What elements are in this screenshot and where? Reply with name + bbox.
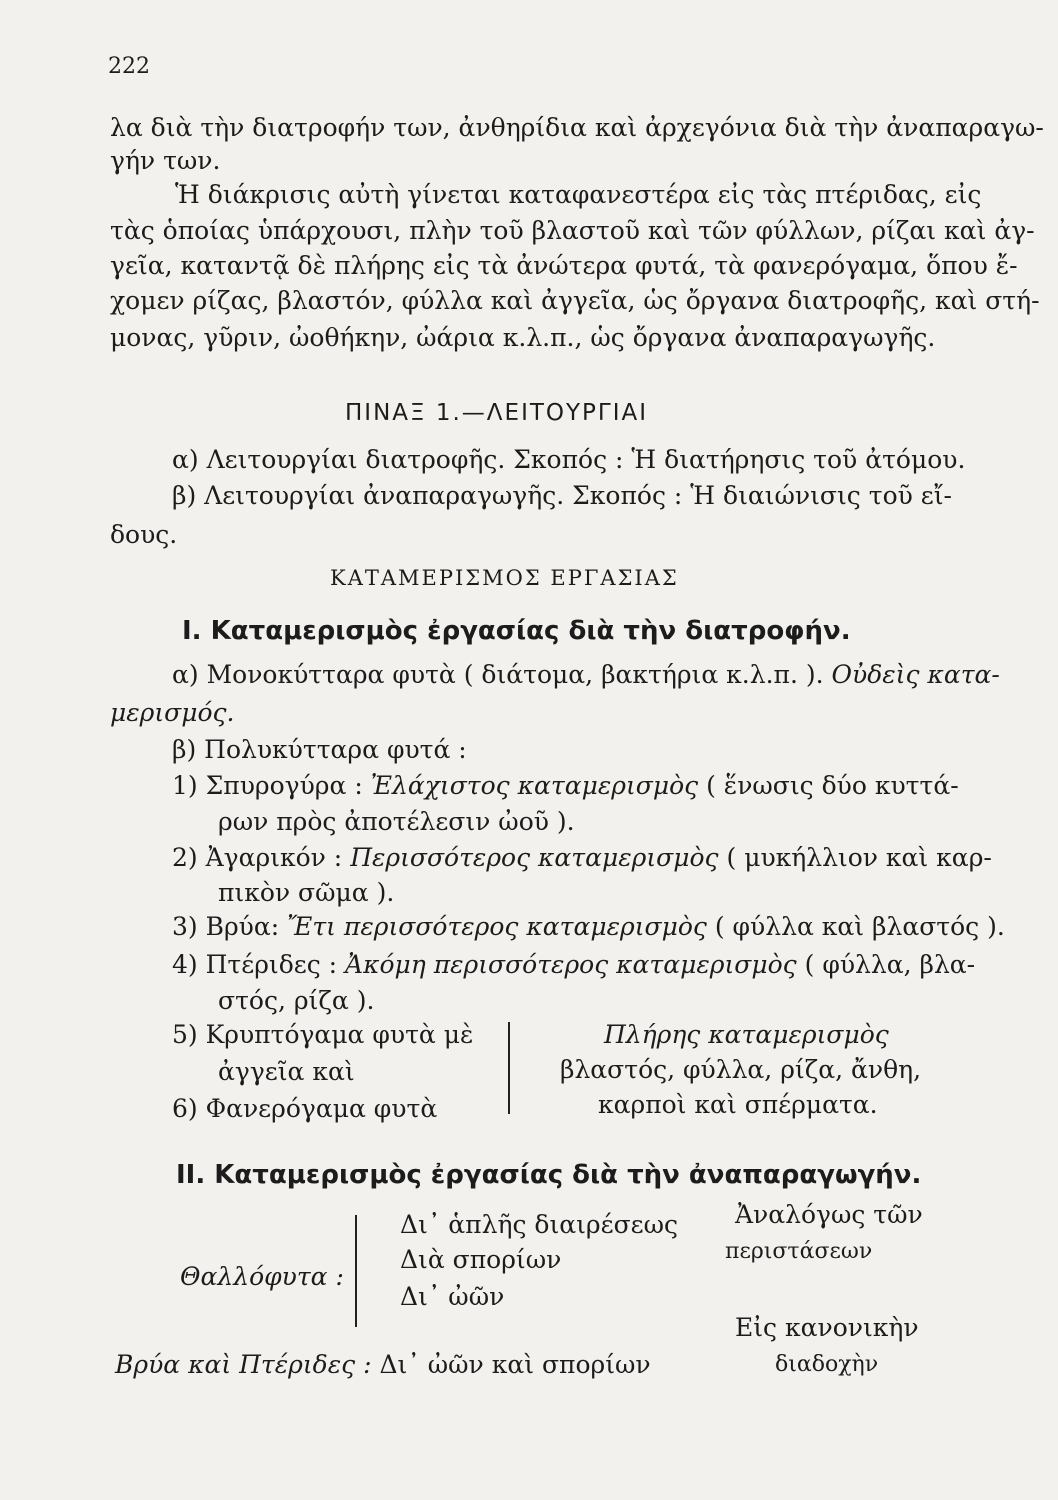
- pterides-italic: Ἀκόμη περισσότερος καταμερισμὸς: [345, 950, 797, 979]
- division-title: ΚΑΤΑΜΕΡΙΣΜΟΣ ΕΡΓΑΣΙΑΣ: [330, 566, 679, 590]
- function-reproduction: β) Λειτουργίαι ἀναπαραγωγῆς. Σκοπός : Ἡ διαιώνισις τοῦ εἴ-: [172, 481, 952, 510]
- page-number: 222: [108, 54, 150, 79]
- section2-heading: II. Καταμερισμὸς ἐργασίας διὰ τὴν ἀναπαραγωγήν.: [176, 1160, 922, 1190]
- regular-line2: διαδοχὴν: [775, 1352, 879, 1377]
- item-pterides: [172, 950, 975, 980]
- item-multicellular: β) Πολυκύτταρα φυτά :: [172, 735, 467, 764]
- item-unicellular: [172, 660, 1000, 690]
- full-division-organs: βλαστός, φύλλα, ρίζα, ἄνθη,: [560, 1055, 922, 1084]
- thallophyta-label: Θαλλόφυτα :: [180, 1262, 344, 1291]
- bryo-pterides-italic: Βρύα καὶ Πτέριδες :: [115, 1350, 372, 1379]
- unicellular-italic: Οὐδεὶς κατα-: [831, 660, 1000, 689]
- item-cryptogams: 5) Κρυπτόγαμα φυτὰ μὲ: [172, 1020, 474, 1049]
- circumstances-line2: περιστάσεων: [725, 1239, 873, 1264]
- text-line: Ἡ διάκρισις αὐτὴ γίνεται καταφανεστέρα εἰς τὰς πτέριδας, εἰς: [175, 180, 982, 209]
- agaricon-cont: πικὸν σῶμα ).: [218, 878, 395, 907]
- text-line: μονας, γῦριν, ὠοθήκην, ὠάρια κ.λ.π., ὡς ὄργανα ἀναπαραγωγῆς.: [110, 323, 936, 352]
- text-line: γεῖα, καταντᾷ δὲ πλήρης εἰς τὰ ἀνώτερα φυτά, τὰ φανερόγαμα, ὅπου ἔ-: [110, 251, 1018, 280]
- pterides-rest: ( φύλλα, βλα-: [796, 950, 976, 979]
- agaricon-rest: ( μυκήλλιον καὶ καρ-: [718, 843, 992, 872]
- function-nutrition: α) Λειτουργίαι διατροφῆς. Σκοπός : Ἡ διατήρησις τοῦ ἀτόμου.: [172, 445, 966, 474]
- cryptogams-cont: ἀγγεῖα καὶ: [218, 1057, 355, 1086]
- spirogyra-label: 1) Σπυρογύρα :: [172, 771, 371, 800]
- bryo-pterides-line: [115, 1350, 651, 1380]
- full-division-fruits: καρποὶ καὶ σπέρματα.: [598, 1090, 878, 1119]
- text-line: τὰς ὁποίας ὑπάρχουσι, πλὴν τοῦ βλαστοῦ καὶ τῶν φύλλων, ρίζαι καὶ ἀγ-: [110, 216, 1035, 245]
- regular-line1: Εἰς κανονικὴν: [735, 1313, 919, 1342]
- item-phanerogams: 6) Φανερόγαμα φυτὰ: [172, 1094, 438, 1123]
- bryo-pterides-rest: Δι᾽ ὠῶν καὶ σπορίων: [379, 1350, 651, 1379]
- agaricon-italic: Περισσότερος καταμερισμὸς: [350, 843, 719, 872]
- item-agaricon: [172, 843, 992, 873]
- bryophyta-rest: ( φύλλα καὶ βλαστός ).: [706, 912, 1005, 941]
- bryophyta-label: 3) Βρύα:: [172, 912, 288, 941]
- pterides-cont: στός, ρίζα ).: [218, 986, 375, 1015]
- spirogyra-cont: ρων πρὸς ἀποτέλεσιν ὠοῦ ).: [218, 807, 575, 836]
- option-division: Δι᾽ ἁπλῆς διαιρέσεως: [400, 1210, 678, 1239]
- option-spores: Διὰ σπορίων: [400, 1245, 562, 1274]
- item-spirogyra: [172, 771, 959, 801]
- option-eggs: Δι᾽ ὠῶν: [400, 1282, 505, 1311]
- thallophyta-brace: [355, 1215, 357, 1327]
- unicellular-cont: μερισμός.: [110, 698, 235, 727]
- pterides-label: 4) Πτέριδες :: [172, 950, 346, 979]
- spirogyra-rest: ( ἕνωσις δύο κυττά-: [698, 771, 959, 800]
- text-line: γήν των.: [110, 146, 221, 175]
- bracket-line: [508, 1022, 510, 1114]
- function-reproduction-cont: δους.: [110, 520, 178, 549]
- text-line: λα διὰ τὴν διατροφήν των, ἀνθηρίδια καὶ ἀρχεγόνια διὰ τὴν ἀναπαραγω-: [110, 113, 1044, 142]
- bryophyta-italic: Ἔτι περισσότερος καταμερισμὸς: [287, 912, 707, 941]
- agaricon-label: 2) Ἀγαρικόν :: [172, 843, 351, 872]
- spirogyra-italic: Ἐλάχιστος καταμερισμὸς: [370, 771, 699, 800]
- circumstances-line1: Ἀναλόγως τῶν: [735, 1200, 923, 1229]
- table-title: ΠΙΝΑΞ 1.—ΛΕΙΤΟΥΡΓΙΑΙ: [345, 400, 649, 426]
- item-bryophyta: [172, 912, 1005, 942]
- unicellular-text: α) Μονοκύτταρα φυτὰ ( διάτομα, βακτήρια κ.λ.π. ).: [172, 660, 824, 689]
- full-division-italic: Πλήρης καταμερισμὸς: [604, 1020, 889, 1049]
- text-line: χομεν ρίζας, βλαστόν, φύλλα καὶ ἀγγεῖα, ὡς ὄργανα διατροφῆς, καὶ στή-: [110, 286, 1040, 315]
- section1-heading: I. Καταμερισμὸς ἐργασίας διὰ τὴν διατροφήν.: [182, 616, 851, 646]
